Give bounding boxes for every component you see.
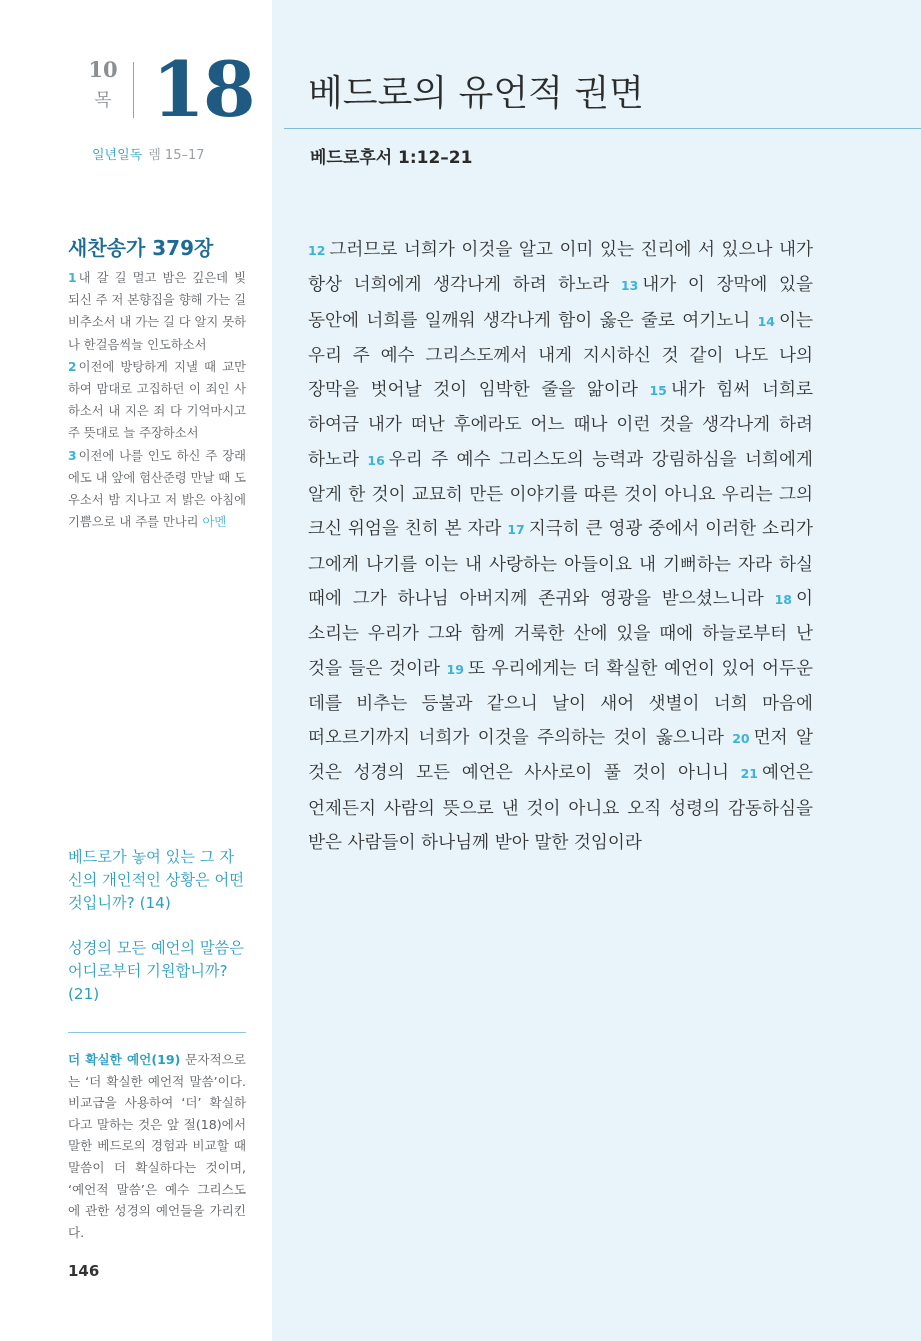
- yearly-reading-ref: 렘 15–17: [148, 148, 205, 163]
- study-note: [68, 1049, 246, 1243]
- hymn-amen: 아멘: [202, 515, 227, 530]
- month-number: 10: [88, 57, 118, 82]
- verse-number: 14: [757, 313, 775, 329]
- verse-text: 우리 주 예수 그리스도의 능력과 강림하심을 너희에게 알게 한 것이 교묘히 만든 이야기를 따른 것이 아니요 우리는 그의 크신 위엄을 친히 본 자라: [308, 449, 813, 540]
- verse-text: 먼저 알 것은 성경의 모든 예언은 사사로이 풀 것이 아니니: [308, 728, 813, 784]
- study-note-text: 문자적으로는 ‘더 확실한 예언적 말씀’이다. 비교급을 사용하여 ‘더’ 확실하다고 말하는 것은 앞 절(18)에서 말한 베드로의 경험과 비교할 때 말씀이 더 확실하다는 것이며, ‘예언적 말씀’은 예수 그리스도에 관한 성경의 예언들을 가리킨다.: [68, 1052, 246, 1240]
- sidebar-divider: [68, 1032, 246, 1033]
- hymn-verse-number: 2: [68, 359, 77, 374]
- yearly-reading-label: 일년일독: [92, 148, 143, 163]
- scripture-text: [308, 233, 813, 860]
- date-divider: [133, 62, 134, 118]
- verse-text: 예언은 언제든지 사람의 뜻으로 낸 것이 아니요 오직 성령의 감동하심을 받은 사람들이 하나님께 받아 말한 것임이라: [308, 763, 814, 854]
- verse-text: 이 소리는 우리가 그와 함께 거룩한 산에 있을 때에 하늘로부터 난 것을 들은 것이라: [308, 588, 813, 679]
- hymn-verse-number: 1: [68, 271, 77, 285]
- verse-number: 15: [649, 383, 667, 399]
- verse-text: 이는 우리 주 예수 그리스도께서 내게 지시하신 것 같이 나도 나의 장막을 벗어날 것이 임박한 줄을 앎이라: [308, 310, 813, 401]
- title-divider: [284, 128, 921, 129]
- weekday: 목: [94, 90, 112, 111]
- hymn-verse-text: 내 갈 길 멀고 밤은 깊은데 빛 되신 주 저 본향집을 향해 가는 길 비추소서 내 가는 길 다 알지 못하나 한걸음씩늘 인도하소서: [68, 271, 246, 352]
- study-question: 성경의 모든 예언의 말씀은 어디로부터 기원합니까? (21): [68, 939, 244, 1003]
- study-note-term: 더 확실한 예언(19): [68, 1052, 181, 1067]
- verse-text: 그러므로 너희가 이것을 알고 이미 있는 진리에 서 있으나 내가 항상 너희에게 생각나게 하려 하노라: [308, 240, 813, 296]
- hymn-verse-number: 3: [68, 448, 77, 463]
- verse-text: 내가 이 장막에 있을 동안에 너희를 일깨워 생각나게 함이 옳은 줄로 여기노니: [308, 275, 814, 331]
- hymn-verse-text: 이전에 나를 인도 하신 주 장래에도 내 앞에 험산준령 만날 때 도우소서 밤 지나고 저 밝은 아침에 기쁨으로 내 주를 만나리: [68, 448, 246, 530]
- verse-text: 내가 힘써 너희로 하여금 내가 떠난 후에라도 어느 때나 이런 것을 생각나게 하려 하노라: [308, 380, 813, 470]
- yearly-reading: [92, 146, 205, 166]
- verse-number: 20: [732, 731, 750, 747]
- day-number: 18: [152, 45, 254, 134]
- passage-reference: 베드로후서 1:12–21: [310, 148, 473, 168]
- hymn-verse-text: 이전에 방탕하게 지낼 때 교만하여 맘대로 고집하던 이 죄인 사하소서 내 지은 죄 다 기억마시고 주 뜻대로 늘 주장하소서: [68, 359, 246, 441]
- study-question: 베드로가 놓여 있는 그 자신의 개인적인 상황은 어떤 것입니까? (14): [68, 848, 244, 912]
- page-number: 146: [68, 1262, 100, 1280]
- verse-text: 또 우리에게는 더 확실한 예언이 있어 어두운 데를 비추는 등불과 같으니 날이 새어 샛별이 너희 마음에 떠오르기까지 너희가 이것을 주의하는 것이 옳으니라: [308, 658, 814, 749]
- verse-text: 지극히 큰 영광 중에서 이러한 소리가 그에게 나기를 이는 내 사랑하는 아들이요 내 기뻐하는 자라 하실 때에 그가 하나님 아버지께 존귀와 영광을 받으셨느니라: [308, 519, 813, 609]
- hymn-title: 새찬송가 379장: [68, 236, 214, 260]
- verse-number: 17: [507, 522, 525, 538]
- verse-number: 16: [367, 452, 385, 468]
- verse-number: 13: [620, 278, 639, 294]
- verse-number: 19: [446, 661, 464, 677]
- verse-number: 18: [774, 591, 792, 607]
- page-title: 베드로의 유언적 권면: [308, 73, 644, 114]
- hymn-lyrics: [68, 267, 246, 533]
- verse-number: 12: [308, 243, 326, 258]
- verse-number: 21: [740, 766, 759, 782]
